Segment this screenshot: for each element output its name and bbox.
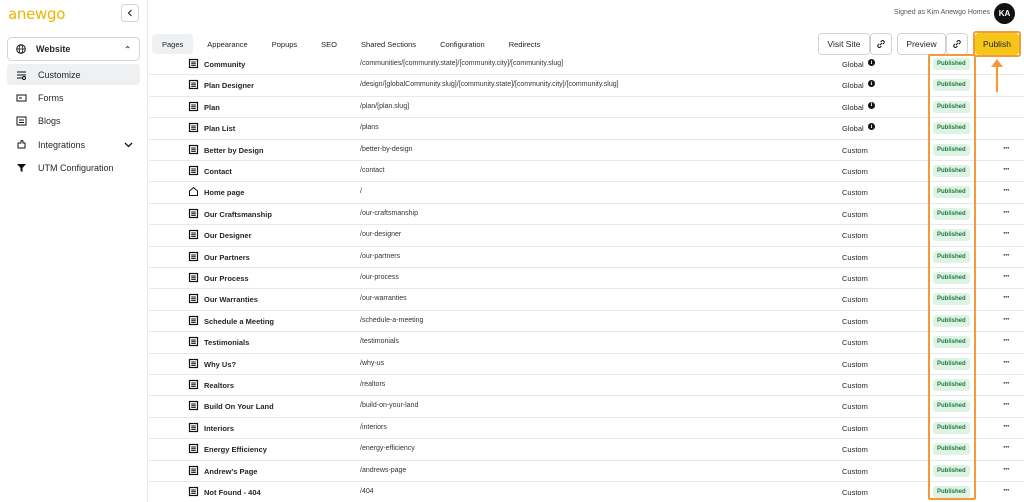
page-tabs — [152, 34, 554, 54]
page-name[interactable]: Why Us? — [204, 359, 237, 369]
more-options-icon[interactable]: ··· — [1003, 271, 1009, 281]
page-name[interactable]: Interiors — [204, 423, 235, 433]
page-icon — [188, 272, 199, 285]
status-badge: Published — [933, 165, 970, 177]
page-name[interactable]: Our Craftsmanship — [204, 209, 272, 219]
table-row[interactable] — [149, 182, 1024, 203]
page-name[interactable]: Home page — [204, 188, 245, 198]
table-row[interactable] — [149, 396, 1024, 417]
page-icon — [188, 122, 199, 135]
collapse-sidebar-button[interactable] — [121, 4, 139, 22]
table-row[interactable] — [149, 54, 1024, 75]
sidebar-item-label: UTM Configuration — [38, 162, 114, 173]
page-name[interactable]: Our Process — [204, 274, 249, 283]
page-path: /better-by-design — [360, 145, 413, 153]
more-options-icon[interactable]: ··· — [1003, 313, 1009, 324]
status-badge: Published — [933, 144, 970, 156]
status-badge: Published — [933, 336, 970, 348]
page-path: /build-on-your-land — [360, 402, 419, 410]
link-icon — [952, 39, 962, 49]
page-path: /our-partners — [360, 252, 401, 260]
status-column-highlight — [928, 54, 976, 500]
more-options-icon[interactable]: ··· — [1003, 142, 1009, 153]
site-select-value: Website — [36, 44, 71, 54]
page-path: /our-process — [360, 274, 399, 281]
page-name[interactable]: Community — [204, 60, 246, 69]
status-badge: Published — [933, 379, 970, 391]
more-options-icon[interactable]: ··· — [1003, 399, 1009, 410]
link-icon — [876, 39, 886, 49]
status-badge: Published — [933, 79, 970, 91]
page-icon — [188, 465, 199, 478]
table-row[interactable] — [149, 97, 1024, 118]
status-badge: Published — [933, 486, 970, 498]
page-icon — [188, 293, 199, 306]
chevron-left-icon — [126, 9, 134, 17]
page-name[interactable]: Realtors — [204, 381, 235, 390]
page-name[interactable]: Our Partners — [204, 252, 250, 262]
page-scope: Custom — [842, 466, 868, 476]
page-name[interactable]: Plan — [204, 102, 220, 112]
page-name[interactable]: Better by Design — [204, 145, 264, 155]
table-row[interactable] — [149, 354, 1024, 375]
status-badge: Published — [933, 186, 970, 198]
preview-button[interactable]: Preview — [897, 33, 946, 55]
page-path: /testimonials — [360, 338, 399, 346]
tab-seo[interactable]: SEO — [321, 39, 338, 49]
chevron-updown-icon: ⌃ — [124, 44, 131, 54]
page-name[interactable]: Plan List — [204, 124, 236, 134]
page-scope: Custom — [842, 402, 868, 412]
more-options-icon[interactable]: ··· — [1003, 378, 1009, 388]
page-icon — [188, 251, 199, 264]
table-row[interactable] — [149, 311, 1024, 332]
page-icon — [188, 400, 199, 413]
page-name[interactable]: Our Designer — [204, 231, 252, 241]
page-scope: Custom — [842, 338, 868, 348]
more-options-icon[interactable]: ··· — [1003, 442, 1009, 453]
status-badge: Published — [933, 400, 970, 412]
signed-in-text: Signed as Kim Anewgo Homes — [893, 9, 990, 16]
home-icon — [188, 186, 199, 199]
customize-icon — [14, 70, 28, 80]
page-scope: Custom — [842, 209, 868, 219]
blogs-icon — [14, 116, 28, 126]
chevron-down-icon[interactable] — [124, 140, 133, 150]
status-badge: Published — [933, 272, 970, 284]
page-path: /communities/[community.state]/[community.city]/[community.slug] — [360, 60, 564, 67]
table-row[interactable] — [149, 204, 1024, 225]
arrow-up-icon — [990, 58, 1004, 94]
sidebar-item-integrations[interactable] — [7, 134, 140, 155]
sidebar-item-customize[interactable] — [7, 64, 140, 85]
page-name[interactable]: Andrew's Page — [204, 466, 258, 476]
more-options-icon[interactable]: ··· — [1003, 228, 1009, 239]
page-path: /plans — [360, 124, 379, 132]
page-icon — [188, 379, 199, 392]
more-options-icon[interactable]: ··· — [1003, 463, 1009, 474]
more-options-icon[interactable]: ··· — [1003, 164, 1009, 174]
page-name[interactable]: Not Found - 404 — [204, 488, 261, 497]
publish-button-highlight — [973, 31, 1021, 57]
page-scope: Custom — [842, 295, 868, 305]
sidebar-item-label: Blogs — [38, 115, 61, 126]
more-options-icon[interactable]: ··· — [1003, 249, 1009, 260]
page-scope: Custom — [842, 381, 868, 390]
info-icon[interactable]: i — [868, 102, 875, 109]
status-badge: Published — [933, 465, 970, 477]
status-badge: Published — [933, 358, 970, 370]
page-scope: Custom — [842, 188, 868, 198]
more-options-icon[interactable]: ··· — [1003, 292, 1009, 303]
more-options-icon[interactable]: ··· — [1003, 185, 1009, 196]
tab-redirects[interactable]: Redirects — [508, 39, 541, 49]
status-badge: Published — [933, 315, 970, 327]
tab-shared-sections[interactable]: Shared Sections — [361, 39, 417, 49]
page-icon — [188, 101, 199, 114]
table-row[interactable] — [149, 375, 1024, 396]
page-path: / — [360, 188, 362, 196]
page-scope: Custom — [842, 167, 868, 176]
table-row[interactable] — [149, 161, 1024, 182]
page-path: /contact — [360, 167, 385, 174]
sidebar-item-blogs[interactable] — [7, 110, 140, 131]
table-row[interactable] — [149, 118, 1024, 139]
tab-appearance[interactable]: Appearance — [207, 39, 248, 49]
preview-link-button[interactable] — [946, 33, 968, 55]
page-icon — [188, 315, 199, 328]
page-path: /schedule-a-meeting — [360, 316, 424, 324]
tab-pages[interactable]: Pages — [152, 34, 193, 54]
page-path: /our-craftsmanship — [360, 209, 418, 217]
page-name[interactable]: Schedule a Meeting — [204, 316, 275, 326]
page-icon — [188, 336, 199, 349]
page-scope: Custom — [842, 252, 868, 262]
info-icon[interactable]: i — [868, 80, 875, 87]
page-path: /our-designer — [360, 231, 402, 239]
table-row[interactable] — [149, 225, 1024, 246]
sidebar-item-label: Forms — [38, 92, 64, 103]
globe-icon — [16, 44, 26, 54]
table-row[interactable] — [149, 140, 1024, 161]
sidebar-item-forms[interactable] — [7, 87, 140, 108]
page-icon — [188, 144, 199, 157]
page-scope: Global — [842, 60, 864, 69]
sidebar — [0, 0, 148, 502]
more-options-icon[interactable]: ··· — [1003, 420, 1009, 431]
table-row[interactable] — [149, 268, 1024, 289]
page-scope: Custom — [842, 316, 868, 326]
page-icon — [188, 422, 199, 435]
status-badge: Published — [933, 229, 970, 241]
sidebar-item-label: Customize — [38, 69, 81, 80]
page-scope: Global — [842, 102, 864, 112]
tab-configuration[interactable]: Configuration — [440, 39, 485, 49]
page-scope: Global — [842, 124, 864, 134]
status-badge: Published — [933, 422, 970, 434]
page-scope: Custom — [842, 231, 868, 241]
more-options-icon[interactable]: ··· — [1003, 335, 1009, 346]
status-badge: Published — [933, 122, 970, 134]
page-scope: Custom — [842, 145, 868, 155]
page-icon — [188, 229, 199, 242]
more-options-icon[interactable]: ··· — [1003, 206, 1009, 217]
table-row[interactable] — [149, 289, 1024, 310]
table-row[interactable] — [149, 461, 1024, 482]
page-scope: Custom — [842, 488, 868, 497]
page-name[interactable]: Build On Your Land — [204, 402, 274, 412]
table-row[interactable] — [149, 482, 1024, 502]
forms-icon — [14, 93, 28, 103]
integrations-icon — [14, 140, 28, 150]
page-icon — [188, 79, 199, 92]
page-name[interactable]: Testimonials — [204, 338, 250, 348]
page-icon — [188, 208, 199, 221]
sidebar-item-label: Integrations — [38, 139, 86, 150]
sidebar-item-utm-configuration[interactable] — [7, 157, 140, 178]
page-name[interactable]: Energy Efficiency — [204, 445, 267, 455]
page-scope: Global — [842, 81, 864, 91]
page-name[interactable]: Our Warranties — [204, 295, 258, 305]
info-icon[interactable]: i — [868, 59, 875, 66]
page-scope: Custom — [842, 359, 868, 369]
status-badge: Published — [933, 101, 970, 113]
page-name[interactable]: Plan Designer — [204, 81, 255, 91]
status-badge: Published — [933, 293, 970, 305]
page-path: /why-us — [360, 359, 385, 367]
publish-button[interactable]: Publish — [975, 33, 1019, 55]
info-icon[interactable]: i — [868, 123, 875, 130]
page-icon — [188, 486, 199, 499]
avatar[interactable]: KA — [994, 3, 1015, 24]
visit-site-button[interactable]: Visit Site — [818, 33, 870, 55]
table-row[interactable] — [149, 75, 1024, 96]
page-path: /energy-efficiency — [360, 445, 415, 453]
anewgo-logo[interactable]: anewgo — [8, 5, 66, 23]
site-select[interactable] — [7, 37, 140, 61]
page-icon — [188, 58, 199, 71]
page-scope: Custom — [842, 274, 868, 283]
page-icon — [188, 165, 199, 178]
table-row[interactable] — [149, 332, 1024, 353]
page-icon — [188, 358, 199, 371]
table-row[interactable] — [149, 439, 1024, 460]
page-icon — [188, 443, 199, 456]
table-row[interactable] — [149, 418, 1024, 439]
page-path: /andrews-page — [360, 466, 407, 474]
page-path: /plan/[plan.slug] — [360, 102, 410, 110]
page-path: /realtors — [360, 381, 386, 388]
page-scope: Custom — [842, 423, 868, 433]
page-path: /404 — [360, 488, 374, 495]
page-name[interactable]: Contact — [204, 167, 232, 176]
page-path: /interiors — [360, 423, 387, 431]
utm-icon — [14, 163, 28, 173]
page-scope: Custom — [842, 445, 868, 455]
more-options-icon[interactable]: ··· — [1003, 356, 1009, 367]
status-badge: Published — [933, 443, 970, 455]
page-path: /design/[globalCommunity.slug]/[community.state]/[community.city]/[community.slug] — [360, 81, 619, 89]
tab-popups[interactable]: Popups — [271, 39, 298, 49]
visit-site-link-button[interactable] — [870, 33, 892, 55]
table-row[interactable] — [149, 247, 1024, 268]
top-bar — [148, 0, 1024, 28]
status-badge: Published — [933, 58, 970, 70]
more-options-icon[interactable]: ··· — [1003, 485, 1009, 495]
page-path: /our-warranties — [360, 295, 407, 303]
status-badge: Published — [933, 208, 970, 220]
status-badge: Published — [933, 251, 970, 263]
